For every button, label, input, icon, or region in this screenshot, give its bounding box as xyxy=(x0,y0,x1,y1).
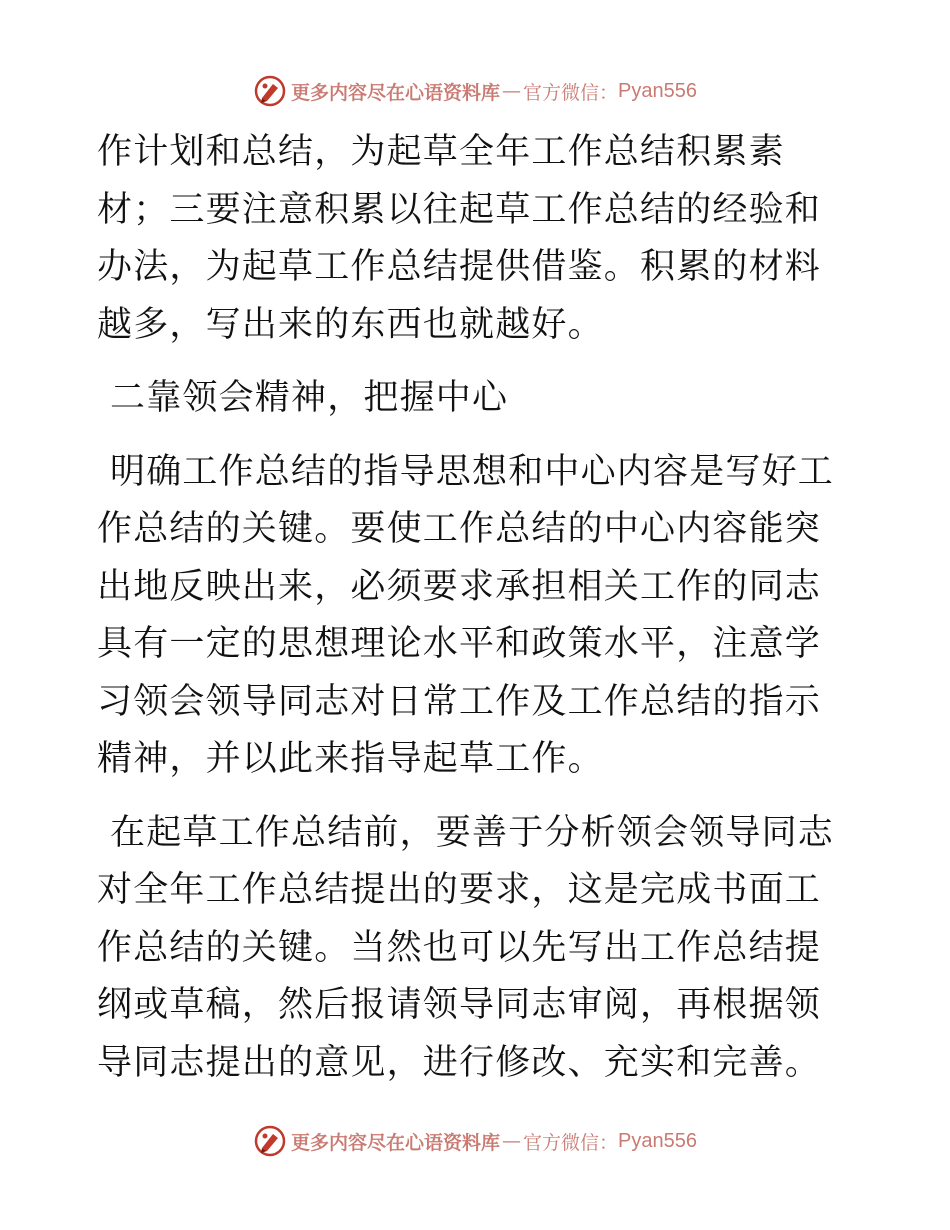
banner-wechat-id: Pyan556 xyxy=(618,79,697,102)
banner-brand-text: 更多内容尽在心语资料库 xyxy=(291,1131,501,1154)
paragraph-2: 明确工作总结的指导思想和中心内容是写好工作总结的关键。要使工作总结的中心内容能突出地反映出来，必须要求承担相关工作的同志具有一定的思想理论水平和政策水平，注意学习领会领导同志对日常工作及工作总结的指示精神，并以此来指导起草工作。 xyxy=(97,451,835,779)
banner-brand-text: 更多内容尽在心语资料库 xyxy=(291,81,501,104)
footer-banner xyxy=(0,1121,950,1161)
document-body xyxy=(97,124,857,1092)
banner-wechat-label: 官方微信： xyxy=(523,81,619,104)
banner-dash: — xyxy=(502,1130,522,1152)
paragraph-3: 在起草工作总结前，要善于分析领会领导同志对全年工作总结提出的要求，这是完成书面工作总结的关键。当然也可以先写出工作总结提纲或草稿，然后报请领导同志审阅，再根据领导同志提出的意见，进行修改、充实和完善。 xyxy=(97,812,835,1083)
banner-wechat-id: Pyan556 xyxy=(618,1129,697,1152)
paragraph-1: 作计划和总结，为起草全年工作总结积累素材；三要注意积累以往起草工作总结的经验和办法，为起草工作总结提供借鉴。积累的材料越多，写出来的东西也就越好。 xyxy=(97,132,822,345)
banner-wechat-label: 官方微信： xyxy=(523,1131,619,1154)
section-heading: 二靠领会精神，把握中心 xyxy=(110,378,509,418)
banner-dash: — xyxy=(502,80,522,102)
header-banner xyxy=(0,71,950,111)
pen-logo-icon xyxy=(253,74,287,108)
pen-logo-icon xyxy=(253,1124,287,1158)
